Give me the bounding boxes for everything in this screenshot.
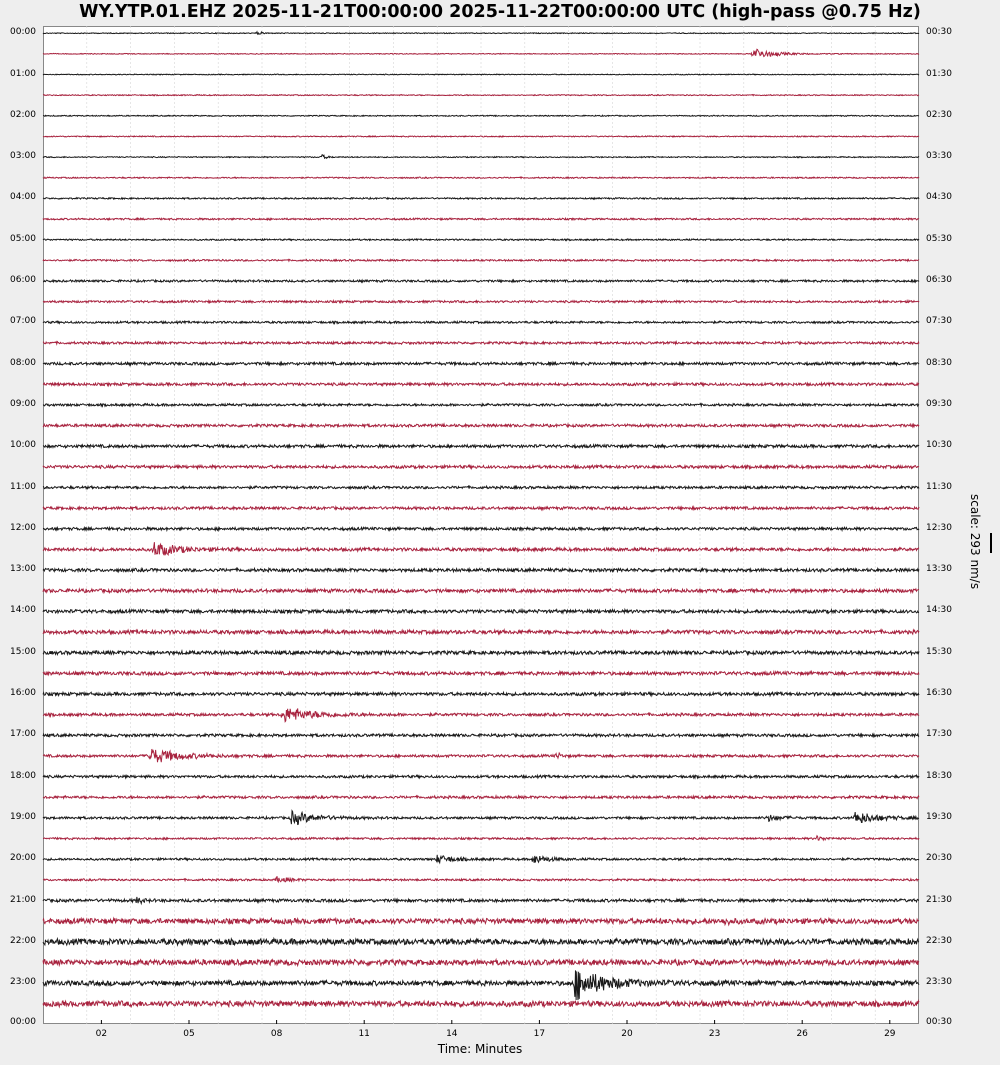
right-time-label: 00:30 [926,1017,952,1027]
trace-row-7 [43,177,919,178]
right-time-label: 08:30 [926,357,952,368]
left-time-label: 11:00 [10,481,36,492]
right-time-label: 10:30 [926,440,952,451]
right-time-label: 07:30 [926,316,952,327]
left-time-label: 05:00 [10,233,36,244]
helicorder-traces [43,26,919,1024]
left-time-label: 21:00 [10,894,36,905]
right-time-label: 13:30 [926,564,952,575]
x-tick-label: 14 [446,1029,458,1039]
left-time-label: 14:00 [10,605,36,616]
right-time-label: 11:30 [926,481,952,492]
scale-bar [990,533,992,553]
left-time-label: 08:00 [10,357,36,368]
left-time-label: 18:00 [10,770,36,781]
right-time-label: 00:30 [926,27,952,38]
left-time-label: 12:00 [10,522,36,533]
x-tick-label: 08 [270,1029,283,1039]
x-axis-label: Time: Minutes [437,1042,523,1056]
trace-row-5 [43,136,919,137]
right-time-label: 18:30 [926,770,952,781]
right-time-label: 23:30 [926,977,952,988]
right-time-label: 14:30 [926,605,952,616]
x-tick-label: 29 [884,1029,896,1039]
left-time-label: 19:00 [10,811,36,822]
right-time-label: 15:30 [926,646,952,657]
x-tick-label: 23 [708,1029,721,1039]
right-time-label: 16:30 [926,688,952,698]
trace-row-4 [43,115,919,116]
left-time-label: 20:00 [10,853,36,864]
right-time-label: 05:30 [926,233,952,244]
right-time-label: 06:30 [926,275,952,285]
right-time-label: 01:30 [926,68,952,79]
left-time-label: 01:00 [10,68,36,79]
left-time-label: 04:00 [10,192,36,203]
scale-label: scale: 293 nm/s [968,494,982,590]
x-tick-label: 20 [621,1029,633,1039]
x-tick-label: 26 [796,1029,808,1039]
left-time-label: 13:00 [10,564,36,575]
left-time-label: 09:00 [10,398,36,409]
left-time-label: 23:00 [10,977,36,988]
left-time-label: 00:00 [10,1017,36,1027]
left-time-label: 03:00 [10,151,36,162]
gridlines [87,26,890,1024]
right-time-label: 19:30 [926,811,952,822]
left-time-label: 22:00 [10,935,36,946]
chart-title: WY.YTP.01.EHZ 2025-11-21T00:00:00 2025-11-22T00:00:00 UTC (high-pass @0.75 Hz) [79,2,921,22]
right-time-label: 09:30 [926,398,952,409]
trace-row-12 [43,280,919,282]
x-tick-label: 05 [183,1029,195,1039]
trace-row-45 [43,960,919,966]
right-time-label: 22:30 [926,935,952,946]
left-time-label: 10:00 [10,440,36,451]
right-time-label: 02:30 [926,109,952,120]
trace-row-25 [43,542,919,555]
right-time-label: 03:30 [926,151,952,162]
left-time-label: 06:00 [10,275,36,285]
left-time-label: 07:00 [10,316,36,327]
right-time-label: 20:30 [926,853,952,864]
right-time-label: 21:30 [926,894,952,905]
left-time-label: 15:00 [10,646,36,657]
left-time-label: 17:00 [10,729,36,740]
right-time-label: 04:30 [926,192,952,203]
left-time-label: 02:00 [10,109,36,120]
right-time-label: 17:30 [926,729,952,740]
right-time-label: 12:30 [926,522,952,533]
trace-row-0 [43,32,919,35]
left-time-label: 16:00 [10,688,36,698]
left-time-label: 00:00 [10,27,36,38]
x-tick-label: 17 [533,1029,546,1039]
x-tick-label: 11 [358,1029,370,1039]
x-tick-label: 02 [95,1029,108,1039]
